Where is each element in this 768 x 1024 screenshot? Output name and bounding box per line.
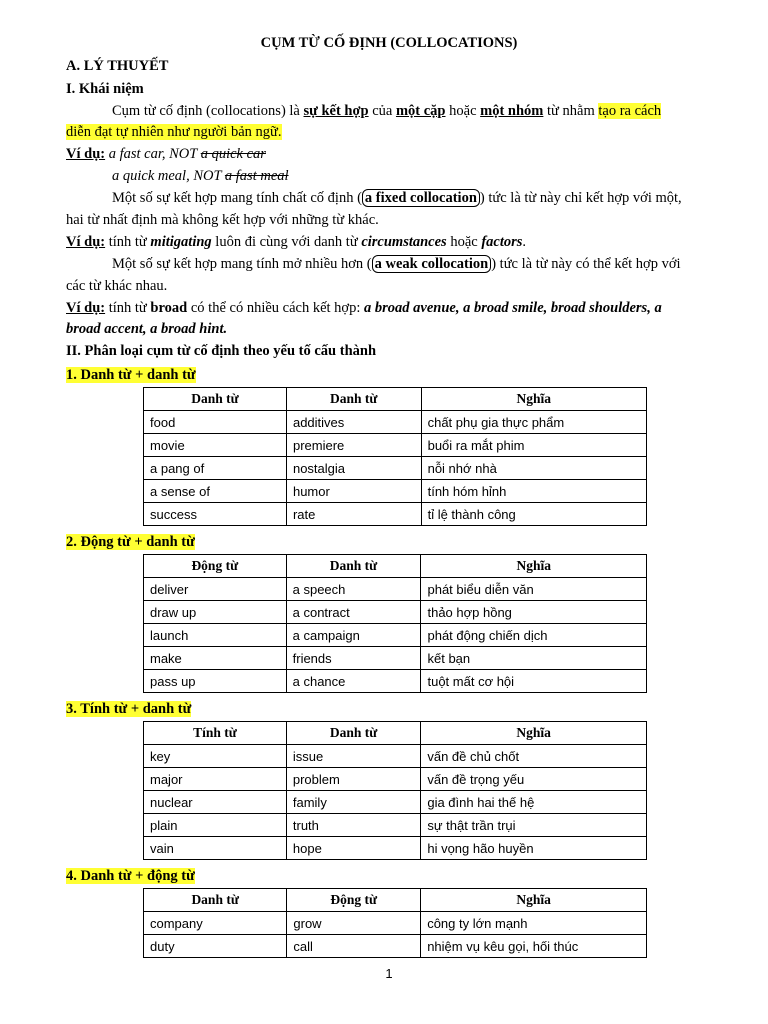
table-cell: tuột mất cơ hội	[421, 670, 647, 693]
keyword: a broad avenue, a broad smile, broad shoulders, a	[364, 300, 662, 316]
table-cell: công ty lớn mạnh	[421, 912, 647, 935]
table-cell: buổi ra mắt phim	[421, 434, 646, 457]
paragraph-fixed-line2: hai từ nhất định mà không kết hợp với những từ khác.	[66, 212, 379, 228]
table-cell: premiere	[286, 434, 421, 457]
table-row	[144, 601, 647, 624]
table-row	[144, 480, 647, 503]
table-cell: sự thật trần trụi	[421, 814, 647, 837]
table-cell: deliver	[144, 578, 287, 601]
paragraph-fixed-line1	[112, 189, 682, 207]
table-cell: chất phụ gia thực phẩm	[421, 411, 646, 434]
table-cell: company	[144, 912, 287, 935]
column-header: Danh từ	[286, 555, 421, 578]
paragraph-weak-line2: các từ khác nhau.	[66, 278, 168, 294]
text: hoặc	[445, 103, 481, 119]
column-header: Danh từ	[144, 889, 287, 912]
section-ii-heading: II. Phân loại cụm từ cố định theo yếu tố cấu thành	[66, 343, 377, 359]
column-header: Động từ	[287, 889, 421, 912]
table-cell: rate	[286, 503, 421, 526]
table-cell: phát động chiến dịch	[421, 624, 647, 647]
example-text: a quick meal, NOT	[112, 168, 225, 184]
table-header-row	[144, 889, 647, 912]
table-cell: nỗi nhớ nhà	[421, 457, 646, 480]
table-cell: make	[144, 647, 287, 670]
section-i-heading: I. Khái niệm	[66, 81, 144, 97]
table-cell: major	[144, 768, 287, 791]
table-cell: vain	[144, 837, 287, 860]
table-cell: nhiệm vụ kêu gọi, hối thúc	[421, 935, 647, 958]
table-cell: a campaign	[286, 624, 421, 647]
text: ) tức là từ này có thể kết hợp với	[491, 256, 681, 272]
page-title: CỤM TỪ CỐ ĐỊNH (COLLOCATIONS)	[260, 35, 518, 51]
column-header: Nghĩa	[421, 889, 647, 912]
table-cell: key	[144, 745, 287, 768]
struck-text: a quick car	[200, 146, 266, 162]
text: từ nhằm	[543, 103, 599, 119]
table-cell: hope	[286, 837, 420, 860]
table-verb-noun	[143, 554, 647, 693]
example-3-line2: broad accent, a broad hint.	[66, 321, 228, 337]
table-cell: hi vọng hão huyền	[421, 837, 647, 860]
table-cell: a sense of	[144, 480, 287, 503]
table-cell: launch	[144, 624, 287, 647]
text: Một số sự kết hợp mang tính mở nhiều hơn (	[112, 256, 372, 272]
table-row	[144, 814, 647, 837]
table-row	[144, 434, 647, 457]
text: luôn đi cùng với danh từ	[211, 234, 362, 250]
text: có thể có nhiều cách kết hợp:	[187, 300, 365, 316]
boxed-term: a weak collocation	[372, 255, 492, 273]
text: ) tức là từ này chỉ kết hợp với một,	[479, 190, 682, 206]
table-row	[144, 624, 647, 647]
column-header: Danh từ	[286, 722, 420, 745]
page-number: 1	[385, 966, 393, 981]
table-row	[144, 578, 647, 601]
column-header: Nghĩa	[421, 555, 647, 578]
group-heading-text: 4. Danh từ + động từ	[66, 868, 195, 884]
example-1-line2	[112, 167, 289, 185]
text: hoặc	[446, 234, 482, 250]
table-row	[144, 670, 647, 693]
paragraph-weak-line1	[112, 255, 681, 273]
table-cell: problem	[286, 768, 420, 791]
table-cell: gia đình hai thế hệ	[421, 791, 647, 814]
emphasis: một nhóm	[480, 103, 544, 119]
example-3-line1	[66, 299, 662, 317]
table-header-row	[144, 555, 647, 578]
emphasis: một cặp	[395, 103, 446, 119]
table-cell: thảo hợp hồng	[421, 601, 647, 624]
text: của	[368, 103, 396, 119]
group-2-heading	[66, 533, 195, 551]
example-label: Ví dụ:	[66, 300, 106, 316]
text: .	[522, 234, 527, 250]
paragraph-definition-line1	[112, 102, 661, 120]
table-cell: grow	[287, 912, 421, 935]
keyword: factors	[481, 234, 523, 250]
group-heading-text: 1. Danh từ + danh từ	[66, 367, 196, 383]
keyword: broad	[150, 300, 188, 316]
table-cell: food	[144, 411, 287, 434]
table-cell: vấn đề trọng yếu	[421, 768, 647, 791]
table-row	[144, 912, 647, 935]
table-cell: issue	[286, 745, 420, 768]
highlighted-text: diễn đạt tự nhiên như người bản ngữ.	[66, 124, 282, 140]
example-label: Ví dụ:	[66, 146, 106, 162]
group-4-heading	[66, 867, 195, 885]
table-adjective-noun	[143, 721, 647, 860]
table-cell: draw up	[144, 601, 287, 624]
struck-text: a fast meal	[224, 168, 289, 184]
table-noun-verb	[143, 888, 647, 958]
table-cell: a chance	[286, 670, 421, 693]
group-3-heading	[66, 700, 191, 718]
table-cell: movie	[144, 434, 287, 457]
keyword: circumstances	[361, 234, 447, 250]
table-cell: a contract	[286, 601, 421, 624]
column-header: Danh từ	[286, 388, 421, 411]
text: tính từ	[105, 234, 151, 250]
table-cell: nostalgia	[286, 457, 421, 480]
example-label: Ví dụ:	[66, 234, 106, 250]
paragraph-definition-line2	[66, 123, 282, 141]
table-row	[144, 768, 647, 791]
table-cell: success	[144, 503, 287, 526]
table-cell: family	[286, 791, 420, 814]
example-1-line1	[66, 145, 266, 163]
table-row	[144, 647, 647, 670]
table-cell: a pang of	[144, 457, 287, 480]
table-cell: tỉ lệ thành công	[421, 503, 646, 526]
table-row	[144, 837, 647, 860]
table-cell: vấn đề chủ chốt	[421, 745, 647, 768]
table-cell: nuclear	[144, 791, 287, 814]
keyword: mitigating	[150, 234, 212, 250]
table-cell: tính hóm hỉnh	[421, 480, 646, 503]
table-noun-noun	[143, 387, 647, 526]
table-header-row	[144, 722, 647, 745]
text: Cụm từ cố định (collocations) là	[112, 103, 304, 119]
table-cell: plain	[144, 814, 287, 837]
table-cell: phát biểu diễn văn	[421, 578, 647, 601]
text: tính từ	[105, 300, 151, 316]
group-heading-text: 3. Tính từ + danh từ	[66, 701, 192, 717]
table-cell: duty	[144, 935, 287, 958]
example-2	[66, 233, 526, 251]
table-cell: a speech	[286, 578, 421, 601]
example-text: a fast car, NOT	[105, 146, 201, 162]
table-row	[144, 791, 647, 814]
boxed-term: a fixed collocation	[362, 189, 480, 207]
column-header: Động từ	[144, 555, 287, 578]
table-cell: call	[287, 935, 421, 958]
highlighted-text: tạo ra cách	[598, 103, 662, 119]
table-cell: additives	[286, 411, 421, 434]
group-1-heading	[66, 366, 196, 384]
table-header-row	[144, 388, 647, 411]
table-cell: humor	[286, 480, 421, 503]
table-cell: kết bạn	[421, 647, 647, 670]
column-header: Nghĩa	[421, 722, 647, 745]
section-a-heading: A. LÝ THUYẾT	[66, 58, 169, 74]
table-row	[144, 745, 647, 768]
column-header: Nghĩa	[421, 388, 646, 411]
group-heading-text: 2. Động từ + danh từ	[66, 534, 195, 550]
column-header: Tính từ	[144, 722, 287, 745]
table-row	[144, 411, 647, 434]
table-cell: truth	[286, 814, 420, 837]
column-header: Danh từ	[144, 388, 287, 411]
text: Một số sự kết hợp mang tính chất cố định (	[112, 190, 362, 206]
table-row	[144, 503, 647, 526]
table-cell: pass up	[144, 670, 287, 693]
table-cell: friends	[286, 647, 421, 670]
table-row	[144, 935, 647, 958]
table-row	[144, 457, 647, 480]
emphasis: sự kết hợp	[303, 103, 369, 119]
